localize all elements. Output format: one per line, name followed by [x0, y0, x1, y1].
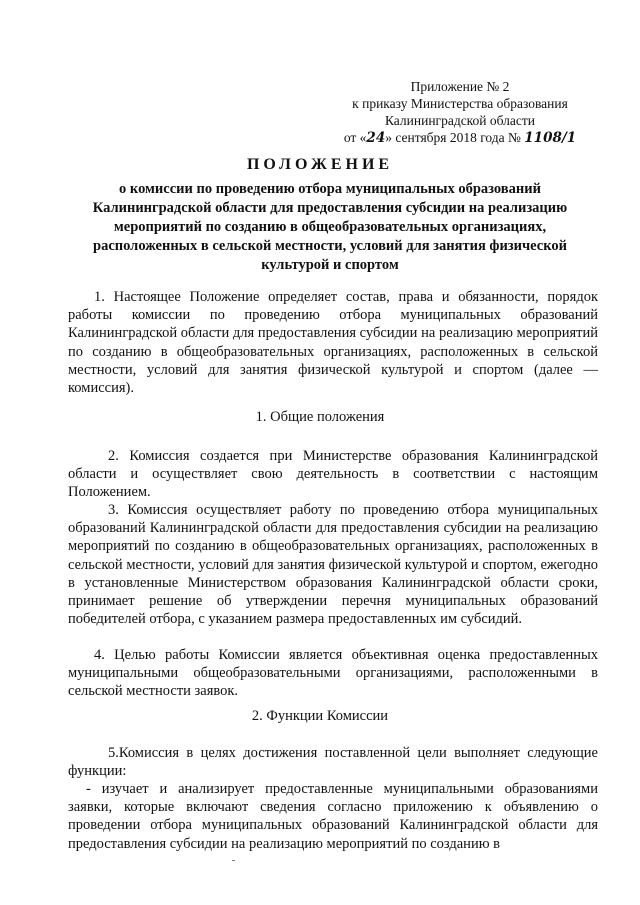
paragraph-2-text: 2. Комиссия создается при Министерстве образования Калининградской области и осуществляет свою деятельность в соответствии с настоящим Положением.	[68, 448, 598, 501]
document-subtitle: о комиссии по проведению отбора муниципальных образований Калининградской области для предоставления субсидии на реализацию мероприятий по созданию в общеобразовательных организациях, расположенных в сельской местности, условий для занятия физической культурой и спортом	[92, 181, 568, 273]
paragraph-6-text: - изучает и анализирует предоставленные муниципальными образованиями заявки, которые включают сведения согласно приложению к объявлению о проведении отбора муниципальных образований Калининградской области для предоставления субсидии на реализацию мероприятий по созданию в	[68, 781, 598, 852]
handwritten-number: 1108/1	[524, 130, 577, 146]
paragraph-1-text: 1. Настоящее Положение определяет состав, права и обязанности, порядок работы комиссии по проведению отбора муниципальных образований Калининградской области для предоставления субсидии на реализацию мероприятий по созданию в общеобразовательных организациях, расположенных в сельской местности, условий для занятия физической культурой и спортом (далее — комиссия).	[68, 289, 598, 397]
paragraph-1	[68, 288, 598, 397]
date-middle: » сентября 2018 года №	[385, 130, 521, 145]
appendix-block	[340, 78, 580, 147]
appendix-order: к приказу Министерства образования	[352, 96, 568, 111]
handwritten-day: 24	[366, 130, 386, 146]
section-heading-2: 2. Функции Комиссии	[251, 708, 389, 724]
paragraph-4	[68, 646, 598, 701]
date-prefix: от «	[343, 130, 367, 145]
appendix-title: Приложение № 2	[410, 79, 510, 94]
appendix-date-line	[340, 129, 580, 147]
paragraph-6	[68, 780, 598, 853]
scan-mark	[232, 860, 235, 861]
section-heading-1: 1. Общие положения	[255, 409, 385, 425]
document-title: ПОЛОЖЕНИЕ	[246, 156, 394, 173]
paragraph-5	[68, 744, 598, 780]
appendix-region: Калининградской области	[384, 113, 536, 128]
paragraph-5-text: 5.Комиссия в целях достижения поставленной цели выполняет следующие функции:	[68, 745, 598, 780]
paragraph-3-text: 3. Комиссия осуществляет работу по проведению отбора муниципальных образований Калининградской области для предоставления субсидии на реализацию мероприятий по созданию в общеобразовательных организациях, расположенных в сельской местности, условий для занятия физической культурой и спортом, ежегодно в установленные Министерством образования Калининградской области сроки, принимает решение об утверждении перечня муниципальных образований победителей отбора, с указанием размера предоставленных им субсидий.	[68, 502, 598, 628]
paragraph-3	[68, 501, 598, 628]
paragraph-4-text: 4. Целью работы Комиссии является объективная оценка предоставленных муниципальными общеобразовательными организациями, расположенными в сельской местности заявок.	[68, 647, 598, 700]
paragraph-2	[68, 447, 598, 502]
